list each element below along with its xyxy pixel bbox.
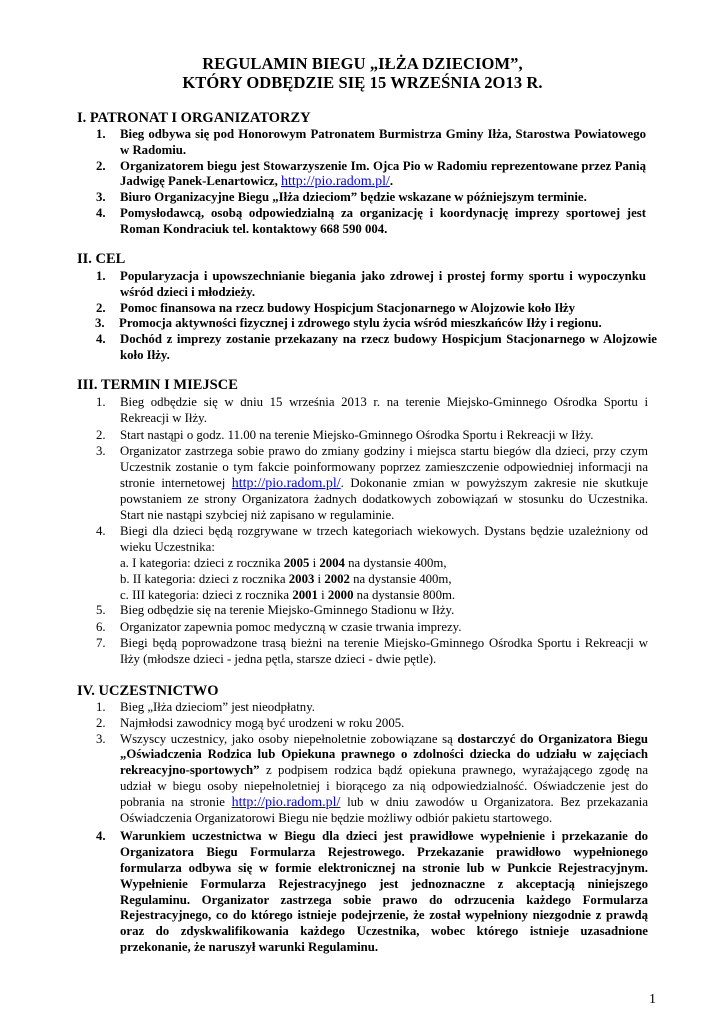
pio-website-link[interactable]: http://pio.radom.pl/ <box>231 794 341 810</box>
page-number: 1 <box>649 992 656 1007</box>
list-item: 1. Popularyzacja i upowszechnianie biegania jako zdrowej i prostej formy sportu i wypoczynku wśród dzieci i młodzieży. <box>96 269 646 299</box>
category-line: a. I kategoria: dzieci z rocznika 2005 i 2004 na dystansie 400m, <box>120 555 447 570</box>
category-line: c. III kategoria: dzieci z rocznika 2001 i 2000 na dystansie 800m. <box>120 587 456 602</box>
section-list-cel <box>95 269 657 364</box>
list-item: 2. Najmłodsi zawodnicy mogą być urodzeni w roku 2005. <box>96 715 405 730</box>
list-item: 4. Pomysłodawcą, osobą odpowiedzialną za organizację i koordynację imprezy sportowej jest Roman Kondraciuk tel. kontaktowy 668 590 004. <box>96 205 646 236</box>
list-item: 3. Promocja aktywności fizycznej i zdrowego stylu życia wśród mieszkańców Iłży i regionu. <box>95 316 602 331</box>
list-item: 4. Biegi dla dzieci będą rozgrywane w trzech kategoriach wiekowych. Dystans będzie uzależniony od wieku Uczestnika: a. I kategoria: dzieci z rocznika 2005 i 2004 na dystansie 400m, b. II kategoria: dzieci z rocznika 2003 i 2002 na dystansie 400m, c. III kategoria: dzieci z rocznika 2001 i 2000 na dystansie 800m. <box>96 524 648 602</box>
list-item: 4. Dochód z imprezy zostanie przekazany na rzecz budowy Hospicjum Stacjonarnego w Alojzowie koło Iłży. <box>96 332 657 362</box>
section-list-termin <box>96 395 649 668</box>
list-item: 7. Biegi będą poprowadzone trasą bieżni na terenie Miejsko-Gminnego Ośrodka Sportu i Rekreacji w Iłży (młodsze dzieci - jedna pętla, starsze dzieci - dwie pętle). <box>96 635 648 666</box>
list-item: 5. Bieg odbędzie się na terenie Miejsko-Gminnego Stadionu w Iłży. <box>96 603 455 618</box>
list-item: 2. Start nastąpi o godz. 11.00 na terenie Miejsko-Gminnego Ośrodka Sportu i Rekreacji w Iłży. <box>96 427 594 442</box>
pio-website-link[interactable]: http://pio.radom.pl/ <box>281 174 390 190</box>
section-list-uczestnictwo <box>96 700 648 956</box>
list-item: 1. Bieg odbywa się pod Honorowym Patronatem Burmistrza Gminy Iłża, Starostwa Powiatowego w Radomiu. <box>96 127 646 157</box>
section-heading-patronat: I. PATRONAT I ORGANIZATORZY <box>77 110 311 126</box>
list-item: 3. Wszyscy uczestnicy, jako osoby niepełnoletnie zobowiązane są dostarczyć do Organizatora Biegu „Oświadczenia Rodzica lub Opiekuna prawnego o zdolności dziecka do udziału w zajęciach rekreacyjno-sportowych” z podpisem rodzica bądź opiekuna prawnego, wyrażającego zgodę na udział w biegu osoby niepełnoletniej i biorącego za nią odpowiedzialność. Oświadczenie jest do pobrania na stronie http://pio.radom.pl/ lub w dniu zawodów u Organizatora. Bez przekazania Oświadczenia Organizatorowi Biegu nie będzie możliwy odbiór pakietu startowego. <box>96 731 648 825</box>
list-item: 3. Organizator zastrzega sobie prawo do zmiany godziny i miejsca startu biegów dla dzieci, przy czym Uczestnik zostanie o tym fakcie poinformowany poprzez zamieszczenie odpowiedniej informacji na stronie internetowej http://pio.radom.pl/. Dokonanie zmian w powyższym zakresie nie skutkuje powstaniem ze strony Organizatora żadnych dodatkowych zobowiązań w stosunku do Uczestnika. Start nie nastąpi szybciej niż zapisano w regulaminie. <box>96 444 649 522</box>
list-item: 1. Bieg „Iłża dzieciom” jest nieodpłatny. <box>96 700 315 714</box>
section-list-patronat <box>96 127 646 238</box>
section-heading-cel: II. CEL <box>77 251 126 267</box>
category-line: b. II kategoria: dzieci z rocznika 2003 i 2002 na dystansie 400m, <box>120 571 452 586</box>
document-title-line1: REGULAMIN BIEGU „IŁŻA DZIECIOM”, <box>202 54 523 73</box>
list-item: 1. Bieg odbędzie się w dniu 15 września 2013 r. na terenie Miejsko-Gminnego Ośrodka Sportu i Rekreacji w Iłży. <box>96 395 648 425</box>
section-heading-termin: III. TERMIN I MIEJSCE <box>77 377 238 393</box>
list-item: 6. Organizator zapewnia pomoc medyczną w czasie trwania imprezy. <box>96 620 462 635</box>
section-heading-uczestnictwo: IV. UCZESTNICTWO <box>77 683 219 699</box>
document-title-line2: KTÓRY ODBĘDZIE SIĘ 15 WRZEŚNIA 2O13 R. <box>182 73 543 92</box>
list-item: 4. Warunkiem uczestnictwa w Biegu dla dzieci jest prawidłowe wypełnienie i przekazanie do Organizatora Biegu Formularza Rejestrowego. Przekazanie prawidłowo wypełnionego formularza odbywa się w formie elektronicznej na stronie lub w Punkcie Rejestracyjnym. Wypełnienie Formularza Rejestracyjnego jest jednoznaczne z akceptacją niniejszego Regulaminu. Organizator zastrzega sobie prawo do odrzucenia każdego Formularza Rejestracyjnego, co do którego istnieje podejrzenie, że został wypełniony niezgodnie z prawdą oraz do zdyskwalifikowania każdego Uczestnika, wobec którego istnieje uzasadnione przekonanie, że naruszył warunki Regulaminu. <box>96 829 648 954</box>
list-item: 3. Biuro Organizacyjne Biegu „Iłża dzieciom” będzie wskazane w późniejszym terminie. <box>96 190 587 205</box>
list-item: 2. Pomoc finansowa na rzecz budowy Hospicjum Stacjonarnego w Alojzowie koło Iłży <box>96 300 575 315</box>
pio-website-link[interactable]: http://pio.radom.pl/ <box>231 475 341 491</box>
list-item: 2. Organizatorem biegu jest Stowarzyszenie Im. Ojca Pio w Radomiu reprezentowane przez Panią Jadwigę Panek-Lenartowicz, http://pio.radom.pl/. <box>96 158 646 190</box>
